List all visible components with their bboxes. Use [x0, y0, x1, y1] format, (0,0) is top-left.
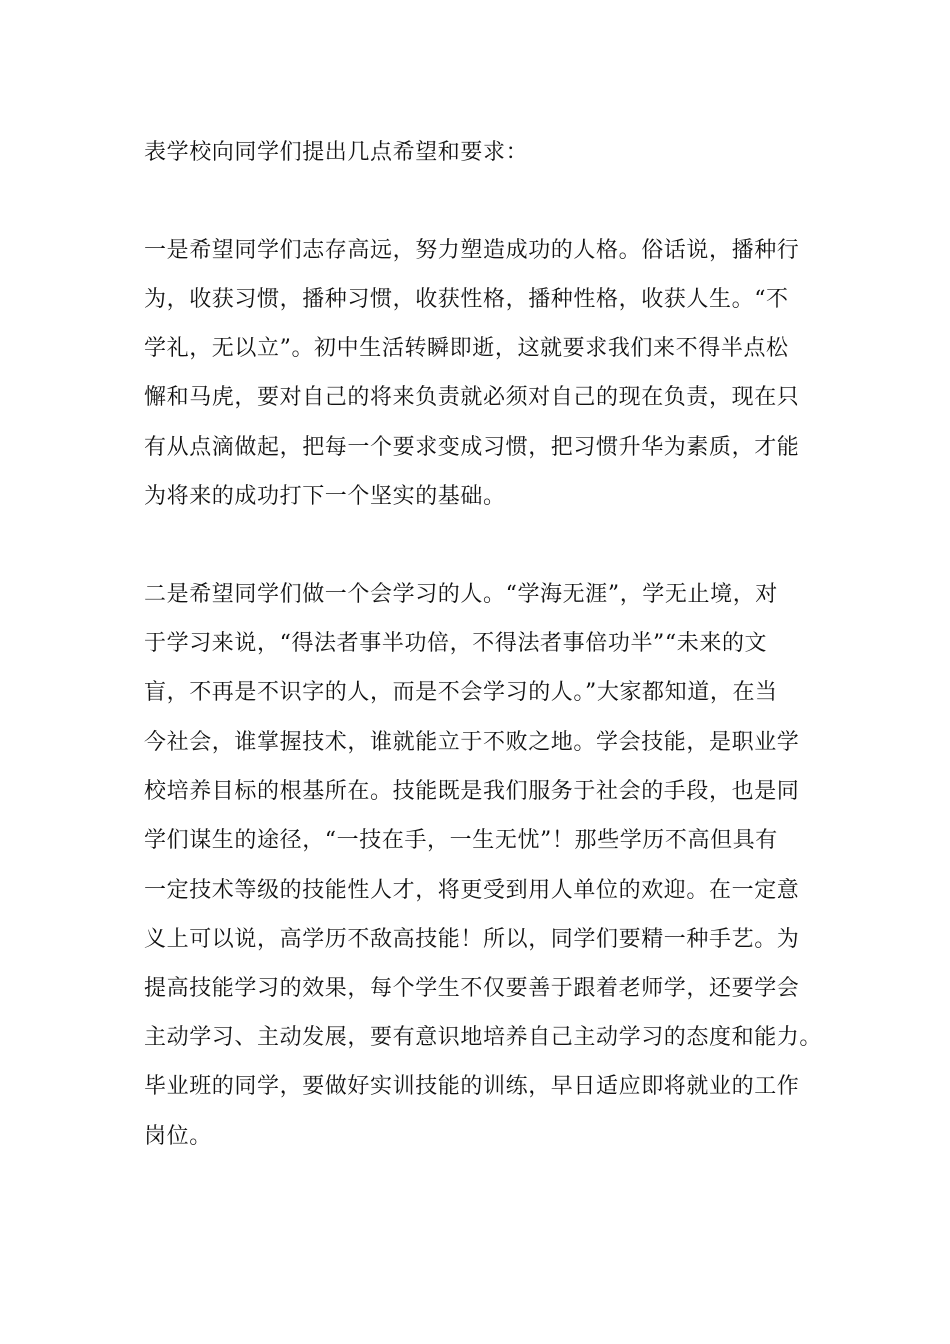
- paragraph-2-line: 二是希望同学们做一个会学习的人。“学海无涯”，学无止境，对: [144, 582, 778, 607]
- paragraph-2-line: 主动学习、主动发展，要有意识地培养自己主动学习的态度和能力。: [144, 1025, 823, 1050]
- paragraph-2-line: 学们谋生的途径，“一技在手，一生无忧”！那些学历不高但具有: [144, 828, 778, 853]
- paragraph-1-line: 有从点滴做起，把每一个要求变成习惯，把习惯升华为素质，才能: [144, 435, 800, 460]
- paragraph-2-line: 今社会，谁掌握技术，谁就能立于不败之地。学会技能，是职业学: [144, 730, 800, 755]
- paragraph-2-line: 岗位。: [144, 1124, 212, 1149]
- paragraph-2-line: 一定技术等级的技能性人才，将更受到用人单位的欢迎。在一定意: [144, 878, 800, 903]
- paragraph-1-line: 懈和马虎，要对自己的将来负责就必须对自己的现在负责，现在只: [144, 385, 800, 410]
- intro-line: 表学校向同学们提出几点希望和要求：: [144, 140, 529, 165]
- paragraph-2-line: 毕业班的同学，要做好实训技能的训练，早日适应即将就业的工作: [144, 1074, 800, 1099]
- paragraph-1-line: 为，收获习惯，播种习惯，收获性格，播种性格，收获人生。“不: [144, 287, 789, 312]
- paragraph-1-line: 为将来的成功打下一个坚实的基础。: [144, 484, 506, 509]
- paragraph-1-line: 学礼，无以立”。初中生活转瞬即逝，这就要求我们来不得半点松: [144, 336, 789, 361]
- paragraph-2-line: 盲，不再是不识字的人，而是不会学习的人。”大家都知道，在当: [144, 680, 778, 705]
- paragraph-2-line: 于学习来说，“得法者事半功倍，不得法者事倍功半”“未来的文: [144, 631, 768, 656]
- paragraph-1-line: 一是希望同学们志存高远，努力塑造成功的人格。俗话说，播种行: [144, 238, 800, 263]
- paragraph-2-line: 提高技能学习的效果，每个学生不仅要善于跟着老师学，还要学会: [144, 976, 800, 1001]
- paragraph-2-line: 校培养目标的根基所在。技能既是我们服务于社会的手段，也是同: [144, 779, 800, 804]
- paragraph-2-line: 义上可以说，高学历不敌高技能！所以，同学们要精一种手艺。为: [144, 927, 800, 952]
